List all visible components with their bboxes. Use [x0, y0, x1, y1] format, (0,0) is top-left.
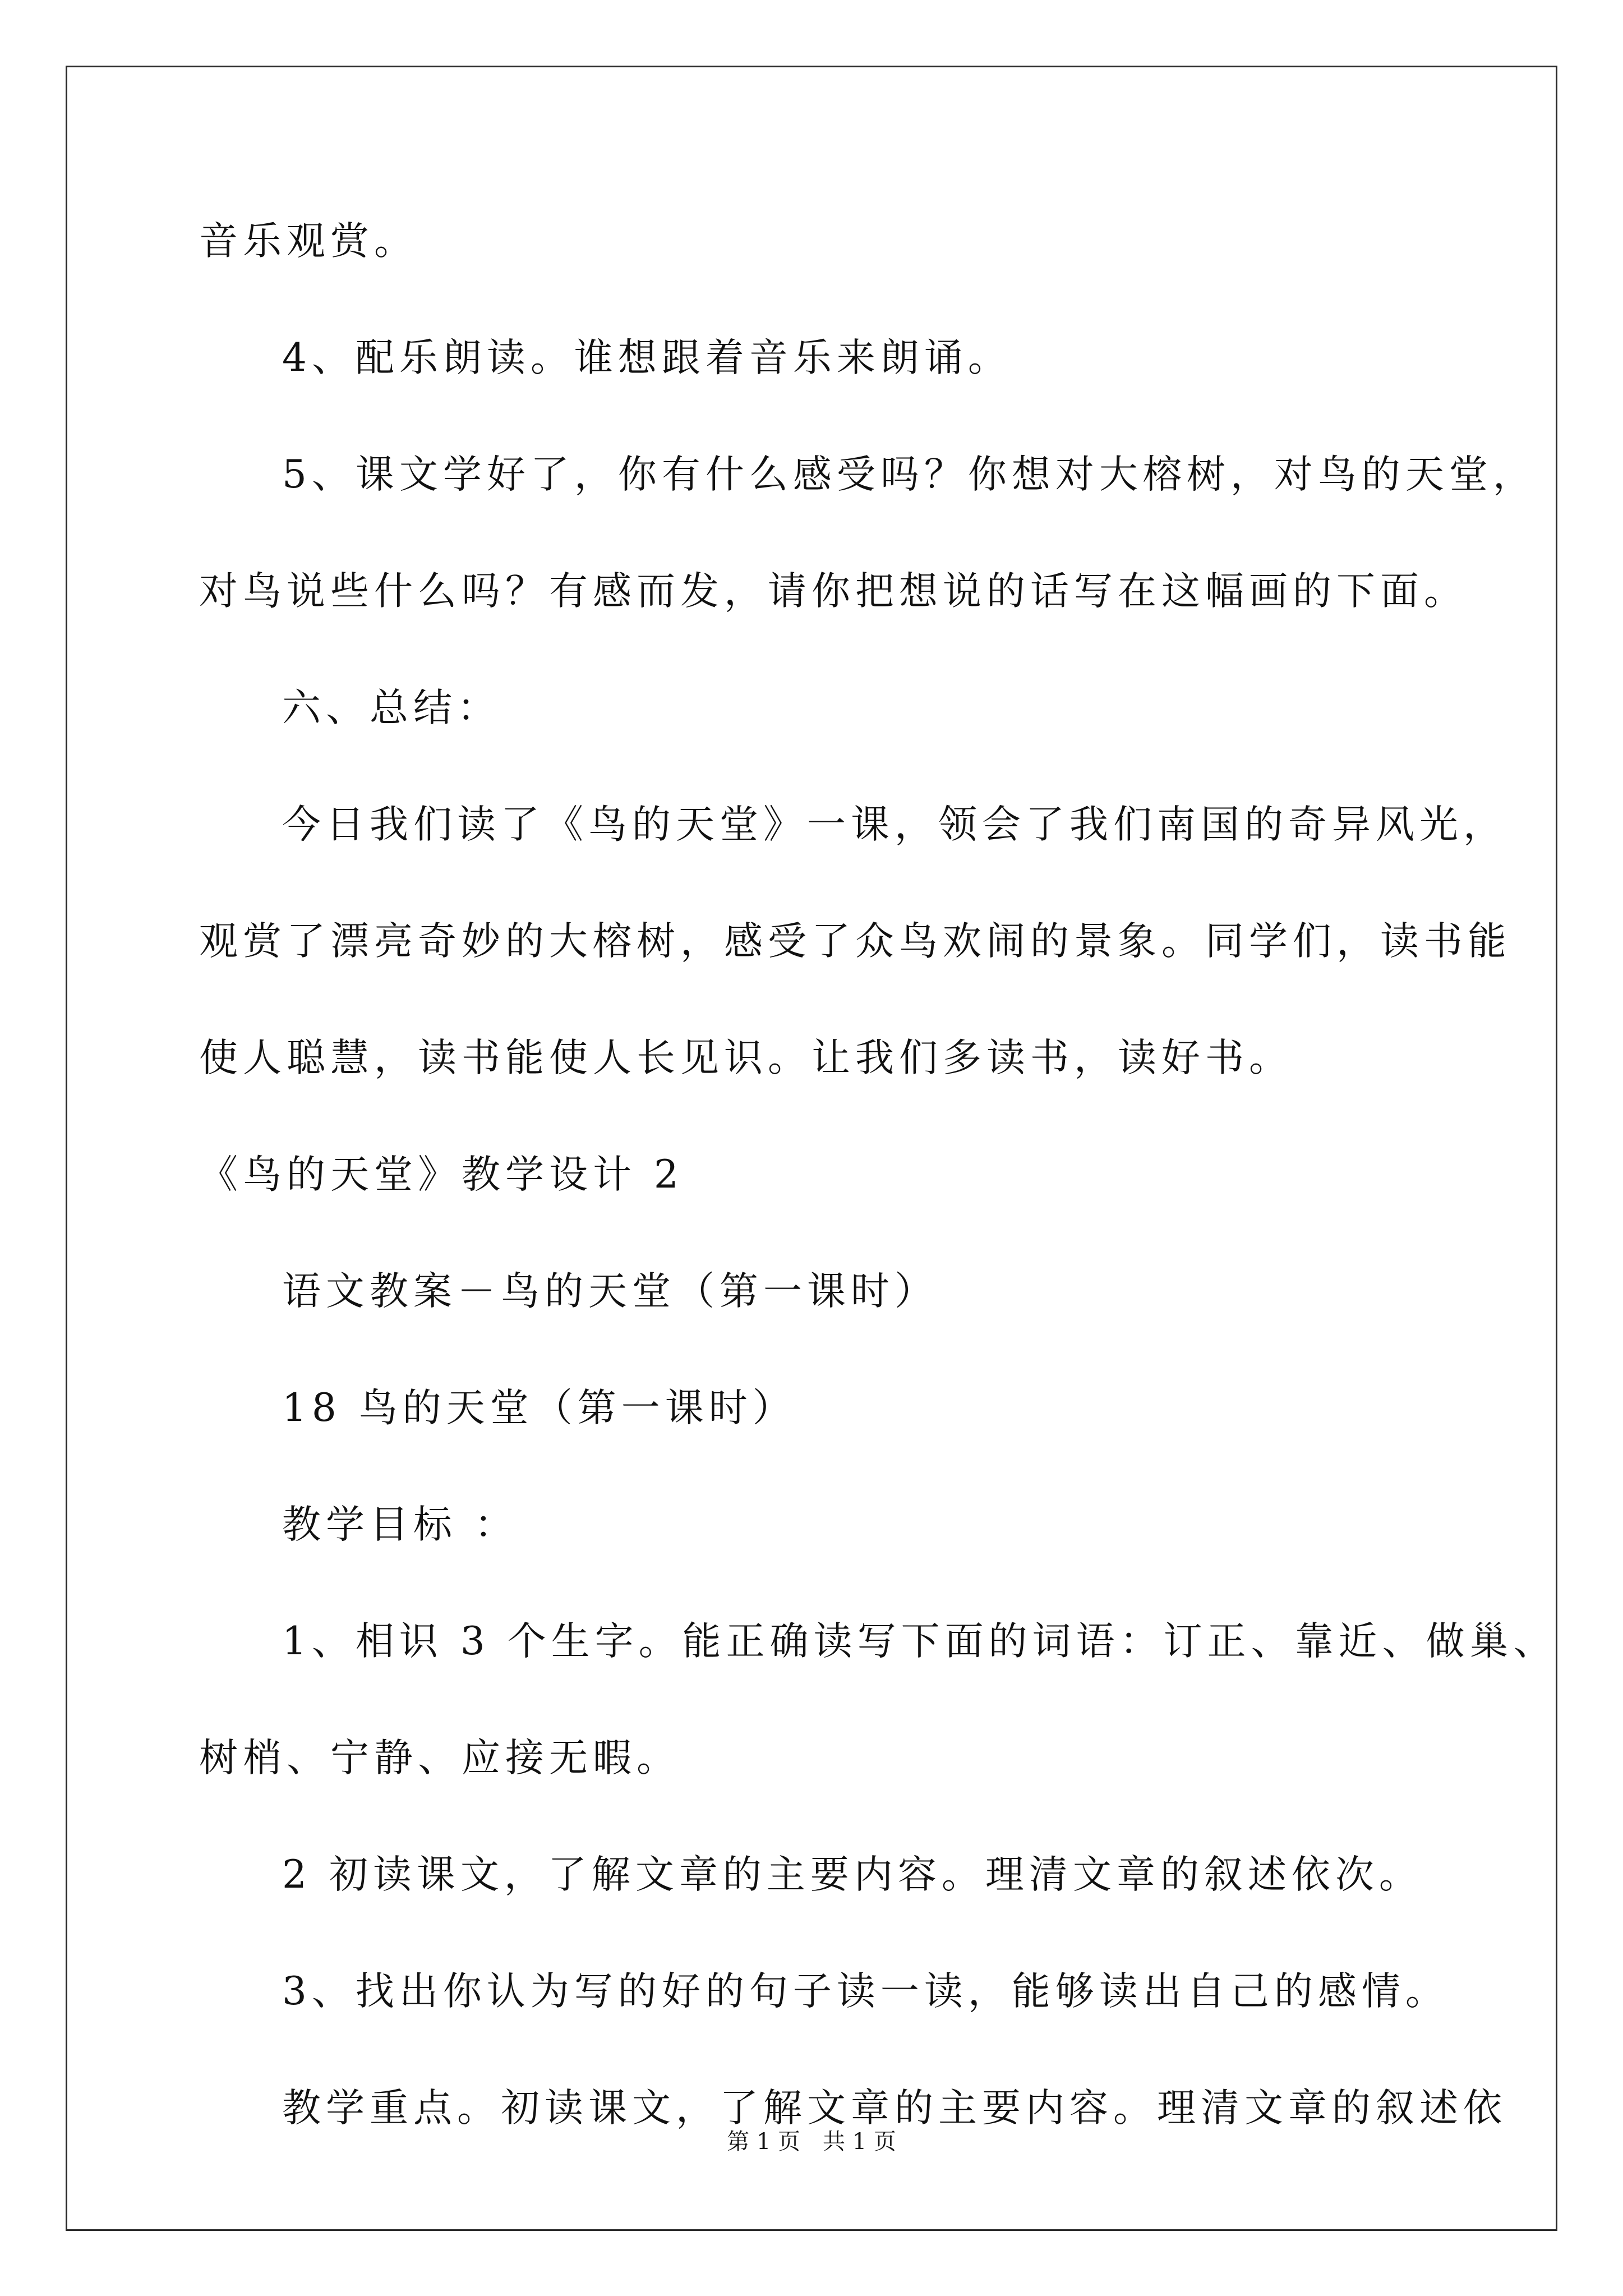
- text-line: 音乐观赏。: [199, 219, 418, 264]
- text-line: 1、相识 3 个生字。能正确读写下面的词语：订正、靠近、做巢、: [282, 1619, 1557, 1664]
- section-heading: 《鸟的天堂》教学设计 2: [199, 1152, 684, 1197]
- page-total: 共 1 页: [823, 2129, 896, 2155]
- page-number: 第 1 页: [727, 2129, 800, 2155]
- text-line: 教学重点。初读课文，了解文章的主要内容。理清文章的叙述依: [282, 2086, 1507, 2131]
- text-line: 4、配乐朗读。谁想跟着音乐来朗诵。: [282, 335, 1012, 380]
- text-line: 使人聪慧，读书能使人长见识。让我们多读书，读好书。: [199, 1036, 1293, 1080]
- text-line: 对鸟说些什么吗？有感而发，请你把想说的话写在这幅画的下面。: [199, 569, 1468, 614]
- text-line: 观赏了漂亮奇妙的大榕树，感受了众鸟欢闹的景象。同学们，读书能: [199, 919, 1511, 964]
- text-line: 语文教案－鸟的天堂（第一课时）: [282, 1269, 938, 1314]
- page-footer: [0, 2125, 1623, 2159]
- text-line: 3、找出你认为写的好的句子读一读，能够读出自己的感情。: [282, 1969, 1449, 2014]
- text-line: 18 鸟的天堂（第一课时）: [282, 1386, 796, 1430]
- text-line: 5、课文学好了，你有什么感受吗？你想对大榕树，对鸟的天堂，: [282, 452, 1537, 497]
- text-line: 教学目标 ：: [282, 1502, 518, 1547]
- text-line: 树梢、宁静、应接无暇。: [199, 1736, 680, 1780]
- text-line: 2 初读课文，了解文章的主要内容。理清文章的叙述依次。: [282, 1852, 1423, 1897]
- text-line: 六、总结：: [282, 685, 501, 730]
- text-line: 今日我们读了《鸟的天堂》一课，领会了我们南国的奇异风光，: [282, 802, 1507, 847]
